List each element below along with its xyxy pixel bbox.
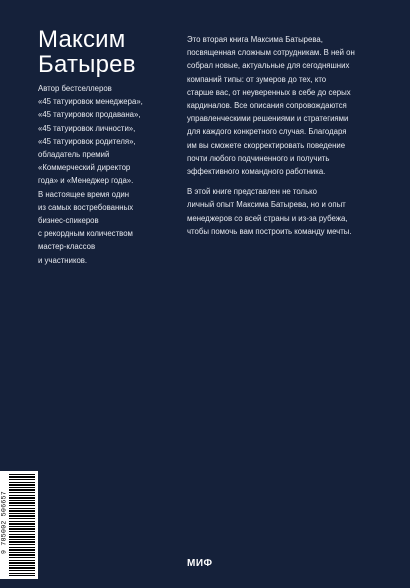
bio-line: из самых востребованных — [38, 202, 134, 212]
description-paragraph — [187, 33, 387, 178]
author-name — [38, 27, 136, 77]
description-line: посвященная сложным сотрудникам. В ней он — [187, 48, 355, 58]
description-line: Это вторая книга Максима Батырева, — [187, 35, 323, 44]
description-paragraph — [187, 185, 387, 238]
bio-line: «45 татуировок родителя», — [38, 136, 136, 146]
bio-line: «45 татуировок личности», — [38, 123, 136, 133]
isbn-barcode — [0, 471, 38, 579]
bio-line: года» и «Менеджер года». — [38, 176, 134, 186]
description-line: им вы сможете скорректировать поведение — [187, 140, 346, 150]
author-bio — [38, 82, 173, 267]
author-last-name: Батырев — [38, 51, 136, 78]
bio-line: мастер-классов — [38, 242, 96, 252]
bio-line: «45 татуировок менеджера», — [38, 97, 143, 107]
description-line: эффективного командного работника. — [187, 167, 326, 177]
description-line: чтобы помочь вам построить команду мечты. — [187, 226, 352, 236]
description-line: почти любого подчиненного и получить — [187, 153, 330, 163]
bio-line: «Коммерческий директор — [38, 163, 131, 173]
author-first-name: Максим — [38, 26, 126, 53]
bio-line: обладатель премий — [38, 150, 110, 160]
bio-line: и участников. — [38, 255, 88, 265]
bio-line: В настоящее время один — [38, 189, 130, 199]
isbn-digits: 9 785002 506657 — [0, 491, 8, 555]
description-line: кардиналов. Все описания сопровождаются — [187, 101, 347, 111]
description-line: В этой книге представлен не только — [187, 187, 317, 197]
bio-line: «45 татуировок продавана», — [38, 110, 141, 120]
book-description — [187, 33, 387, 245]
bio-line: Автор бестселлеров — [38, 84, 112, 93]
description-line: управленческими решениями и стратегиями — [187, 114, 349, 124]
bio-line: с рекордным количеством — [38, 229, 133, 239]
barcode-bars — [9, 474, 35, 576]
description-line: собрал новые, актуальные для сегодняшних — [187, 61, 350, 71]
description-line: для каждого конкретного случая. Благодаря — [187, 127, 347, 137]
description-line: личный опыт Максима Батырева, но и опыт — [187, 200, 346, 210]
description-line: компаний типы: от зумеров до тех, кто — [187, 74, 327, 84]
bio-line: бизнес-спикеров — [38, 216, 99, 226]
description-line: менеджеров со всей страны и из-за рубежа, — [187, 213, 348, 223]
publisher-logo: МИФ — [187, 558, 213, 569]
description-line: старше вас, от неуверенных в себе до серых — [187, 87, 351, 97]
isbn-digits-container — [0, 471, 9, 579]
